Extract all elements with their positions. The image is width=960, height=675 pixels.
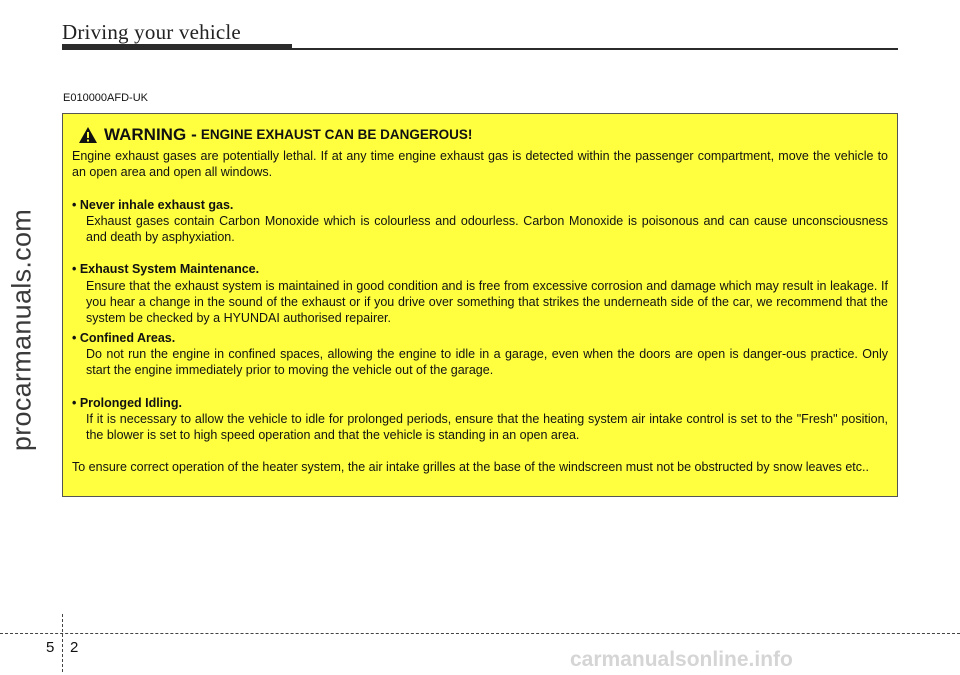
bottom-watermark: carmanualsonline.info — [570, 648, 793, 671]
side-watermark-text: procarmanuals.com — [6, 208, 37, 452]
chapter-number: 5 — [46, 639, 55, 656]
footer-dashed-divider — [62, 614, 63, 672]
bullet-heading: • Prolonged Idling. — [72, 395, 182, 410]
warning-header — [72, 124, 888, 146]
bullet-body: Do not run the engine in confined spaces, allowing the engine to idle in a garage, even when the doors are open is danger-ous practice. Only start the engine immediately prior to moving the vehicle out of the garage. — [86, 346, 888, 378]
footer-dashed-rule — [0, 633, 960, 634]
bullet-heading: • Never inhale exhaust gas. — [72, 197, 234, 212]
bullet-heading: • Confined Areas. — [72, 330, 176, 345]
bullet-body: If it is necessary to allow the vehicle to idle for prolonged periods, ensure that the heating system air intake control is set to the "Fresh" position, the blower is set to high speed operation and that the vehicle is standing in an open area. — [86, 411, 888, 443]
side-watermark — [2, 180, 42, 480]
page-title: Driving your vehicle — [62, 20, 241, 44]
warning-triangle-icon — [78, 126, 98, 144]
bullet-body: Ensure that the exhaust system is maintained in good condition and is free from excessive corrosion and damage which may result in leakage. If you hear a change in the sound of the exhaust or if you drive over something that strikes the underneath side of the car, we recommend that the system be checked by a HYUNDAI authorised repairer. — [86, 278, 888, 326]
bullet-body: Exhaust gases contain Carbon Monoxide which is colourless and odourless. Carbon Monoxide is poisonous and can cause unconsciousness and death by asphyxiation. — [86, 213, 888, 245]
warning-dash: - — [191, 124, 197, 144]
warning-intro: Engine exhaust gases are potentially lethal. If at any time engine exhaust gas is detected within the passenger compartment, move the vehicle to an open area and open all windows. — [72, 149, 888, 180]
bullet-heading: • Exhaust System Maintenance. — [72, 262, 260, 277]
warning-word: WARNING — [104, 124, 187, 144]
header-rule-thick — [62, 44, 292, 50]
page-number: 2 — [70, 639, 79, 656]
warning-box — [62, 113, 898, 497]
warning-closing: To ensure correct operation of the heater system, the air intake grilles at the base of the windscreen must not be obstructed by snow leaves etc.. — [72, 460, 869, 475]
document-code: E010000AFD-UK — [63, 92, 148, 104]
header-rule-thin — [292, 48, 898, 50]
warning-title: ENGINE EXHAUST CAN BE DANGEROUS! — [200, 126, 473, 142]
